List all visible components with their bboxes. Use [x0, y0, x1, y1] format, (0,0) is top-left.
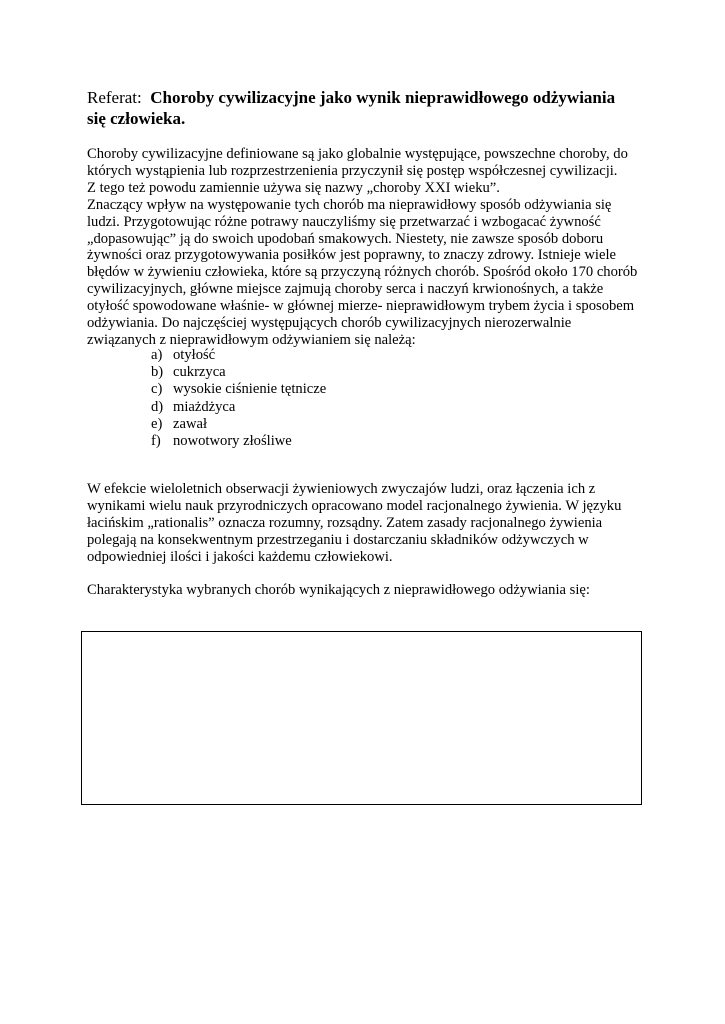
list-item: [151, 399, 326, 416]
list-item: [151, 381, 326, 398]
characteristics-heading: [87, 582, 647, 599]
list-item: [151, 347, 326, 364]
nutrition-line: wynikami wielu nauk przyrodniczych opracowano model racjonalnego żywienia. W języku: [87, 497, 622, 514]
nutrition-line: łacińskim „rationalis” oznacza rozumny, rozsądny. Zatem zasady racjonalnego żywienia: [87, 514, 603, 531]
list-marker: d): [151, 398, 164, 415]
list-item-label: miażdżyca: [173, 398, 236, 415]
nutrition-line: polegają na konsekwentnym przestrzeganiu i dostarczaniu składników odżywczych w: [87, 531, 589, 548]
nutrition-line: odpowiedniej ilości i jakości każdemu człowiekowi.: [87, 548, 393, 565]
diseases-list: [151, 347, 326, 450]
list-item-label: wysokie ciśnienie tętnicze: [173, 381, 327, 398]
intro-line: otyłość spowodowane właśnie- w głównej mierze- nieprawidłowym trybem życia i sposobem: [87, 298, 635, 315]
nutrition-line: W efekcie wieloletnich obserwacji żywieniowych zwyczajów ludzi, oraz łączenia ich z: [87, 481, 596, 497]
empty-answer-box: [81, 631, 642, 805]
intro-line: Choroby cywilizacyjne definiowane są jako globalnie występujące, powszechne choroby, do: [87, 146, 628, 162]
list-marker: a): [151, 347, 163, 363]
intro-line: których wystąpienia lub rozprzestrzenienia przyczynił się postęp współczesnej cywilizacji.: [87, 162, 618, 179]
intro-line: związanych z nieprawidłowym odżywianiem się należą:: [87, 331, 416, 348]
title-prefix: Referat:: [87, 88, 142, 107]
nutrition-paragraph: [87, 481, 647, 566]
list-marker: b): [151, 364, 164, 381]
intro-paragraph: [87, 146, 647, 349]
list-item-label: nowotwory złośliwe: [173, 433, 292, 450]
list-item: [151, 364, 326, 381]
list-marker: c): [151, 381, 163, 398]
intro-line: błędów w żywieniu człowieka, które są przyczyną różnych chorób. Spośród około 170 chorób: [87, 264, 638, 281]
intro-line: odżywiania. Do najczęściej występujących chorób cywilizacyjnych nierozerwalnie: [87, 315, 572, 332]
intro-line: cywilizacyjnych, główne miejsce zajmują choroby serca i naczyń krwionośnych, a także: [87, 281, 604, 298]
list-item-label: zawał: [173, 415, 208, 432]
list-item-label: otyłość: [173, 347, 216, 363]
intro-line: Znaczący wpływ na występowanie tych chorób ma nieprawidłowy sposób odżywiania się: [87, 196, 612, 213]
intro-line: ludzi. Przygotowując różne potrawy nauczyliśmy się przetwarzać i wzbogacać żywność: [87, 213, 601, 230]
intro-line: żywności oraz przygotowywania posiłków jest poprawny, to znaczy zdrowy. Istnieje wiele: [87, 247, 616, 264]
characteristics-heading-text: Charakterystyka wybranych chorób wynikających z nieprawidłowego odżywiania się:: [87, 582, 590, 598]
list-item-label: cukrzyca: [173, 364, 226, 381]
intro-line: Z tego też powodu zamiennie używa się nazwy „choroby XXI wieku”.: [87, 179, 500, 196]
list-item: [151, 416, 326, 433]
intro-line: „dopasowując” ją do swoich upodobań smakowych. Niestety, nie zawsze sposób doboru: [87, 230, 604, 247]
list-marker: e): [151, 415, 163, 432]
list-marker: f): [151, 433, 161, 450]
title-main-line2: się człowieka.: [87, 109, 186, 128]
list-item: [151, 433, 326, 450]
document-title: [87, 87, 647, 129]
title-main-line1: Choroby cywilizacyjne jako wynik nieprawidłowego odżywiania: [150, 88, 616, 107]
